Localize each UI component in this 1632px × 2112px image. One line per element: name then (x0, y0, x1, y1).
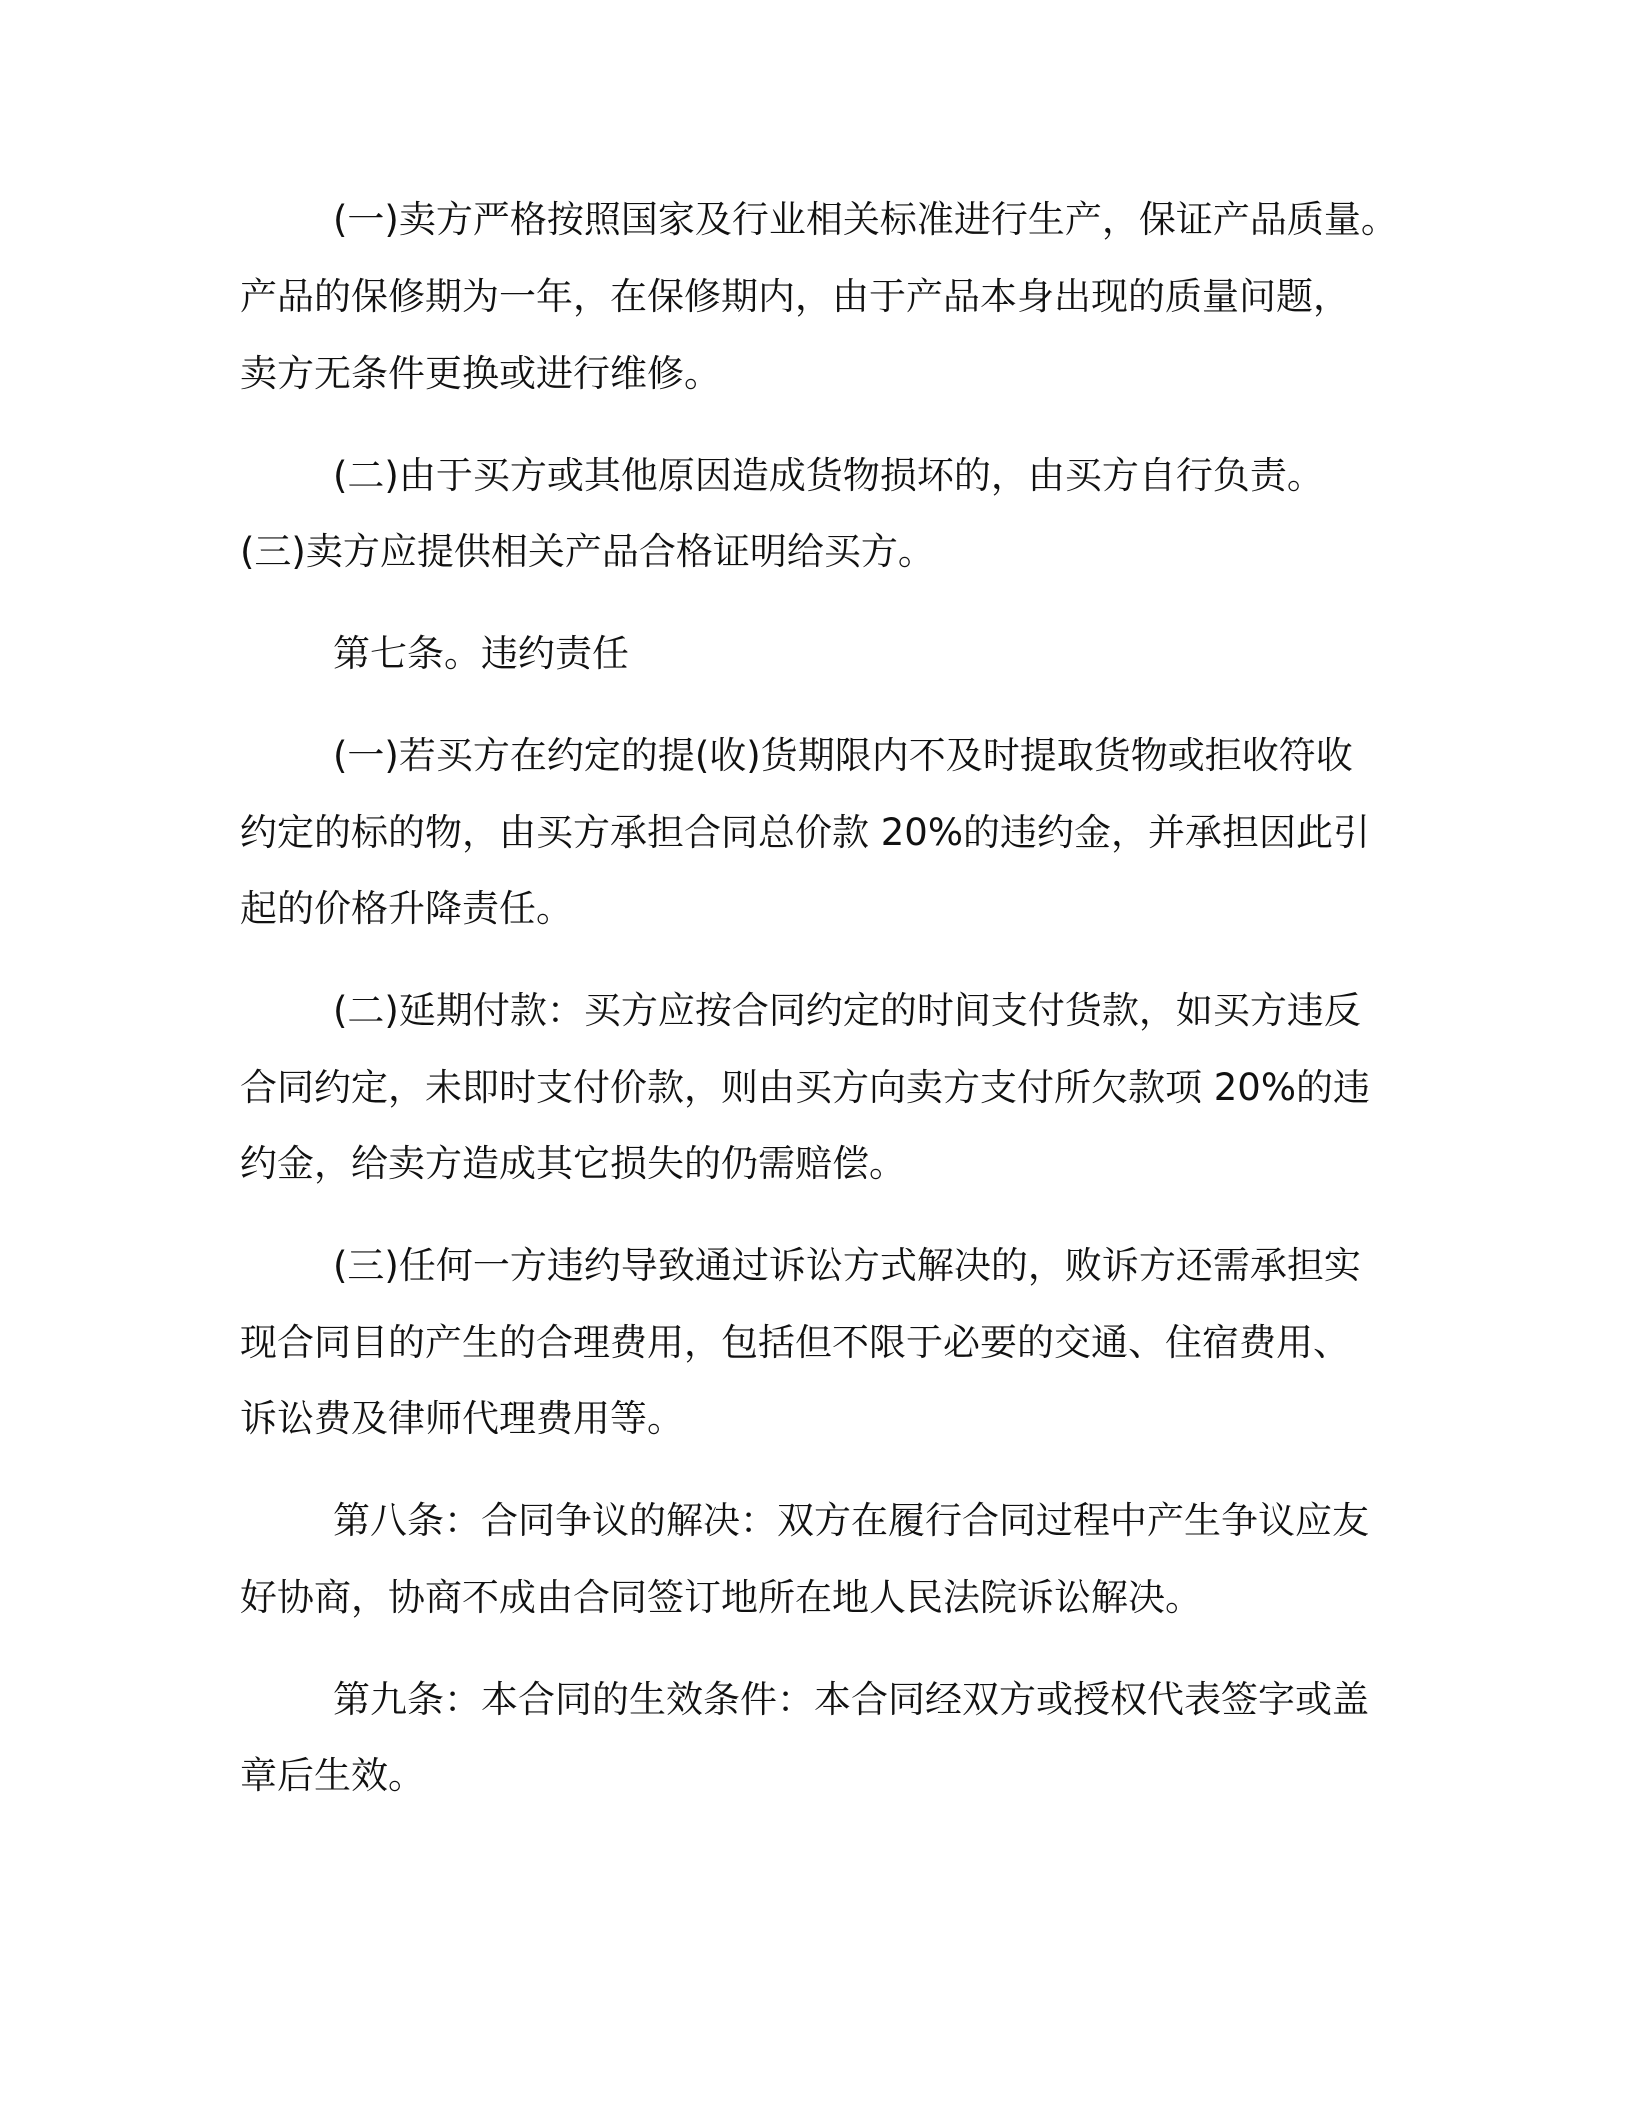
text-line: 产品的保修期为一年，在保修期内，由于产品本身出现的质量问题， (240, 275, 1350, 318)
text-line: 第九条：本合同的生效条件：本合同经双方或授权代表签字或盖 (333, 1678, 1369, 1721)
text-line: 约金，给卖方造成其它损失的仍需赔偿。 (240, 1142, 906, 1185)
text-line: (二)延期付款：买方应按合同约定的时间支付货款，如买方违反 (333, 989, 1361, 1032)
text-line: (二)由于买方或其他原因造成货物损坏的，由买方自行负责。 (333, 454, 1324, 497)
text-line: (一)卖方严格按照国家及行业相关标准进行生产，保证产品质量。 (333, 198, 1398, 241)
section-heading: 第七条。违约责任 (333, 632, 629, 675)
text-line: (三)任何一方违约导致通过诉讼方式解决的，败诉方还需承担实 (333, 1244, 1361, 1287)
text-line: 诉讼费及律师代理费用等。 (240, 1397, 684, 1440)
text-line: 卖方无条件更换或进行维修。 (240, 352, 721, 395)
text-line: (三)卖方应提供相关产品合格证明给买方。 (240, 530, 935, 573)
text-line: 起的价格升降责任。 (240, 887, 573, 930)
text-line: 好协商，协商不成由合同签订地所在地人民法院诉讼解决。 (240, 1576, 1202, 1619)
text-line: 第八条：合同争议的解决：双方在履行合同过程中产生争议应友 (333, 1499, 1369, 1542)
text-line: 现合同目的产生的合理费用，包括但不限于必要的交通、住宿费用、 (240, 1321, 1350, 1364)
text-line: 约定的标的物，由买方承担合同总价款 20%的违约金，并承担因此引 (240, 811, 1370, 854)
text-line: 章后生效。 (240, 1754, 425, 1797)
text-line: 合同约定，未即时支付价款，则由买方向卖方支付所欠款项 20%的违 (240, 1066, 1370, 1109)
text-line: (一)若买方在约定的提(收)货期限内不及时提取货物或拒收符收 (333, 734, 1353, 777)
